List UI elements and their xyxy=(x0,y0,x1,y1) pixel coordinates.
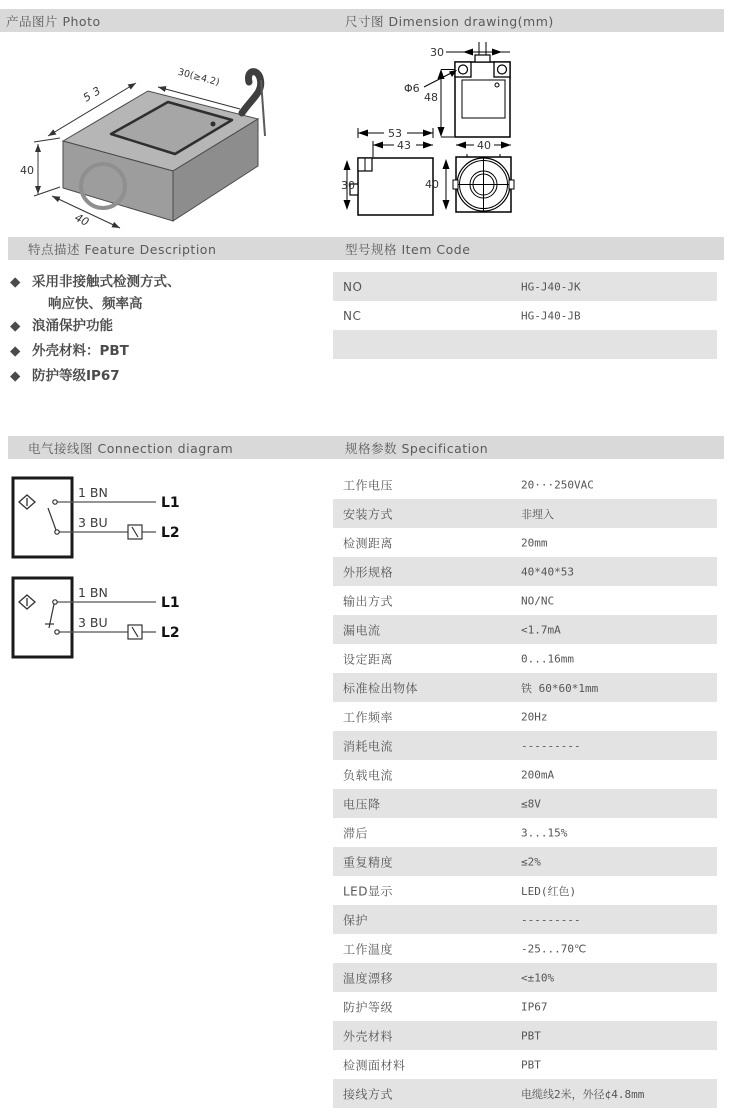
item-code: HG-J40-JK xyxy=(521,280,581,293)
mount-hole-right xyxy=(498,65,507,74)
dim-40w-arrow-r xyxy=(501,142,511,149)
photo-dim-53: 53 xyxy=(80,82,107,105)
diagram-no xyxy=(13,478,180,557)
spec-value: 非埋入 xyxy=(521,507,554,521)
spec-row xyxy=(333,557,717,586)
contact-top xyxy=(53,600,57,604)
diagram-nc xyxy=(13,578,180,657)
connection-diagram-area xyxy=(8,462,328,666)
spec-row xyxy=(333,876,717,905)
spec-value: --------- xyxy=(521,739,581,752)
spec-value: PBT xyxy=(521,1058,541,1071)
face-tab-right xyxy=(509,180,514,189)
spec-value: <±10% xyxy=(521,971,555,984)
section-title-features: 特点描述 Feature Description xyxy=(28,241,217,257)
spec-value: NO/NC xyxy=(521,594,555,607)
wire-label-1: 1 BN xyxy=(78,585,108,600)
feature-item xyxy=(10,339,129,359)
spec-value: ≤8V xyxy=(521,797,541,810)
wire-label-2: 3 BU xyxy=(78,615,108,630)
spec-value: 0...16mm xyxy=(521,652,574,665)
spec-label: 外形规格 xyxy=(343,565,394,579)
item-code-table xyxy=(333,272,717,359)
terminal-label-2: L2 xyxy=(161,525,180,541)
spec-value: 20···250VAC xyxy=(521,478,594,491)
spec-value: -25...70℃ xyxy=(521,942,587,955)
spec-value: --------- xyxy=(521,913,581,926)
feature-item xyxy=(48,292,143,312)
spec-value: IP67 xyxy=(521,1000,548,1013)
spec-value: ≤2% xyxy=(521,855,541,868)
spec-row xyxy=(333,905,717,934)
spec-row xyxy=(333,818,717,847)
contact-bottom xyxy=(55,630,59,634)
photo-dim-cable: 30(≥4.2) xyxy=(176,66,221,89)
table-row xyxy=(333,272,717,301)
spec-label: 工作电压 xyxy=(343,478,394,492)
photo-dim-40-width: 40 xyxy=(72,211,91,229)
specification-table xyxy=(333,470,717,1108)
contact-bottom xyxy=(55,530,59,534)
table-row xyxy=(333,330,717,359)
section-title-specification: 规格参数 Specification xyxy=(345,440,489,456)
sensor-box xyxy=(13,578,72,657)
spec-label: 检测距离 xyxy=(343,536,394,550)
spec-label: 工作频率 xyxy=(343,710,394,724)
dim-hole-diameter: Φ6 xyxy=(404,82,420,95)
photo-dim-40-height: 40 xyxy=(20,164,34,177)
spec-row xyxy=(333,1021,717,1050)
spec-value: PBT xyxy=(521,1029,541,1042)
top-led xyxy=(495,83,499,87)
table-row xyxy=(333,301,717,330)
spec-label: 电压降 xyxy=(343,797,381,811)
spec-value: 20mm xyxy=(521,536,548,549)
item-code: HG-J40-JB xyxy=(521,309,581,322)
dim-48-arrow-t xyxy=(438,69,445,79)
dim-40h-arrow-t xyxy=(443,159,450,169)
dim-40h-arrow-b xyxy=(443,200,450,210)
feature-text: 浪涌保护功能 xyxy=(32,318,113,334)
spec-label: 保护 xyxy=(343,913,369,927)
item-type: NC xyxy=(343,308,362,323)
spec-row xyxy=(333,1079,717,1108)
dim-ext-top xyxy=(34,138,60,142)
spec-label: 滞后 xyxy=(343,826,369,840)
spec-row xyxy=(333,470,717,499)
dim-43-arrow-r xyxy=(423,142,433,149)
sensor-box xyxy=(13,478,72,557)
connection-diagram xyxy=(8,462,328,662)
dim-40w-arrow-l xyxy=(456,142,466,149)
feature-text: 响应快、频率高 xyxy=(48,296,143,312)
feature-text: 外壳材料：PBT xyxy=(32,343,129,359)
diamond-bullet-icon: ◆ xyxy=(10,318,21,334)
section-title-item-code: 型号规格 Item Code xyxy=(345,241,471,257)
dim-cable-offset: 30 xyxy=(341,179,355,192)
terminal-label-1: L1 xyxy=(161,495,180,511)
spec-label: 重复精度 xyxy=(343,855,394,869)
dim-hole-spacing: 30 xyxy=(430,46,444,59)
spec-row xyxy=(333,789,717,818)
spec-label: 漏电流 xyxy=(343,623,381,637)
spec-label: 消耗电流 xyxy=(343,739,394,753)
spec-label: 设定距离 xyxy=(343,652,394,666)
feature-item xyxy=(10,364,120,384)
feature-item xyxy=(10,314,113,334)
feature-text: 防护等级IP67 xyxy=(32,368,120,384)
spec-label: 安装方式 xyxy=(343,507,394,521)
terminal-label-2: L2 xyxy=(161,625,180,641)
header-bar-top xyxy=(0,9,724,32)
section-title-photo: 产品图片 Photo xyxy=(6,13,101,29)
wire-label-2: 3 BU xyxy=(78,515,108,530)
spec-value: LED(红色) xyxy=(521,884,577,898)
header-bar-bottom xyxy=(8,436,724,459)
spec-value: 200mA xyxy=(521,768,555,781)
dim-body-height: 40 xyxy=(425,178,439,191)
spec-value: 40*40*53 xyxy=(521,565,574,578)
spec-label: 输出方式 xyxy=(343,594,394,608)
spec-row xyxy=(333,731,717,760)
spec-label: 负载电流 xyxy=(343,768,394,782)
dim-53-arrow-r xyxy=(423,130,433,137)
dim-30-arrow-r xyxy=(492,49,502,56)
dim-body-length: 53 xyxy=(388,127,402,140)
spec-row xyxy=(333,963,717,992)
contact-top xyxy=(53,500,57,504)
spec-value: 铁 60*60*1mm xyxy=(521,681,599,695)
spec-row xyxy=(333,992,717,1021)
feature-text: 采用非接触式检测方式、 xyxy=(32,274,181,290)
diamond-bullet-icon: ◆ xyxy=(10,274,21,290)
spec-row xyxy=(333,615,717,644)
dim-48-arrow-b xyxy=(438,127,445,137)
spec-value: 20Hz xyxy=(521,710,548,723)
spec-row xyxy=(333,586,717,615)
dimension-drawing xyxy=(340,38,720,235)
spec-row xyxy=(333,847,717,876)
spec-label: 检测面材料 xyxy=(343,1058,406,1072)
spec-label: LED显示 xyxy=(343,884,394,898)
feature-item xyxy=(10,270,181,290)
mount-hole-left xyxy=(459,65,468,74)
led-dot xyxy=(211,122,216,127)
product-photo-drawing xyxy=(8,36,330,234)
dim-30-arrow-l xyxy=(463,49,473,56)
spec-label: 温度漂移 xyxy=(343,971,394,985)
dim-s30-arrow-b xyxy=(344,200,351,210)
dimension-drawing-area xyxy=(340,38,720,239)
face-tab-left xyxy=(453,180,458,189)
product-photo xyxy=(8,36,330,238)
spec-label: 外壳材料 xyxy=(343,1029,394,1043)
terminal-label-1: L1 xyxy=(161,595,180,611)
dim-43-arrow-l xyxy=(373,142,383,149)
wire-label-1: 1 BN xyxy=(78,485,108,500)
section-title-dimension: 尺寸图 Dimension drawing(mm) xyxy=(345,13,554,29)
diamond-bullet-icon: ◆ xyxy=(10,368,21,384)
dim-body-length-partial: 43 xyxy=(397,139,411,152)
spec-value: <1.7mA xyxy=(521,623,561,636)
spec-row xyxy=(333,702,717,731)
dim-body-width: 40 xyxy=(477,139,491,152)
spec-row xyxy=(333,528,717,557)
spec-row xyxy=(333,934,717,963)
item-type: NO xyxy=(343,279,363,294)
spec-row xyxy=(333,644,717,673)
header-bar-middle xyxy=(8,237,724,260)
spec-row xyxy=(333,499,717,528)
dim-s30-arrow-t xyxy=(344,160,351,170)
spec-value: 3...15% xyxy=(521,826,568,839)
cable xyxy=(242,72,261,113)
section-title-connection: 电气接线图 Connection diagram xyxy=(28,440,234,456)
cable-gland xyxy=(475,55,490,62)
dim-hole-to-bottom: 48 xyxy=(424,91,438,104)
spec-row xyxy=(333,760,717,789)
spec-value: 电缆线2米，外径¢4.8mm xyxy=(521,1087,645,1101)
dim-53-arrow-l xyxy=(358,130,368,137)
spec-row xyxy=(333,673,717,702)
spec-label: 标准检出物体 xyxy=(343,681,419,695)
spec-label: 工作温度 xyxy=(343,942,394,956)
spec-label: 防护等级 xyxy=(343,1000,394,1014)
diamond-bullet-icon: ◆ xyxy=(10,343,21,359)
spec-row xyxy=(333,1050,717,1079)
spec-label: 接线方式 xyxy=(343,1087,394,1101)
